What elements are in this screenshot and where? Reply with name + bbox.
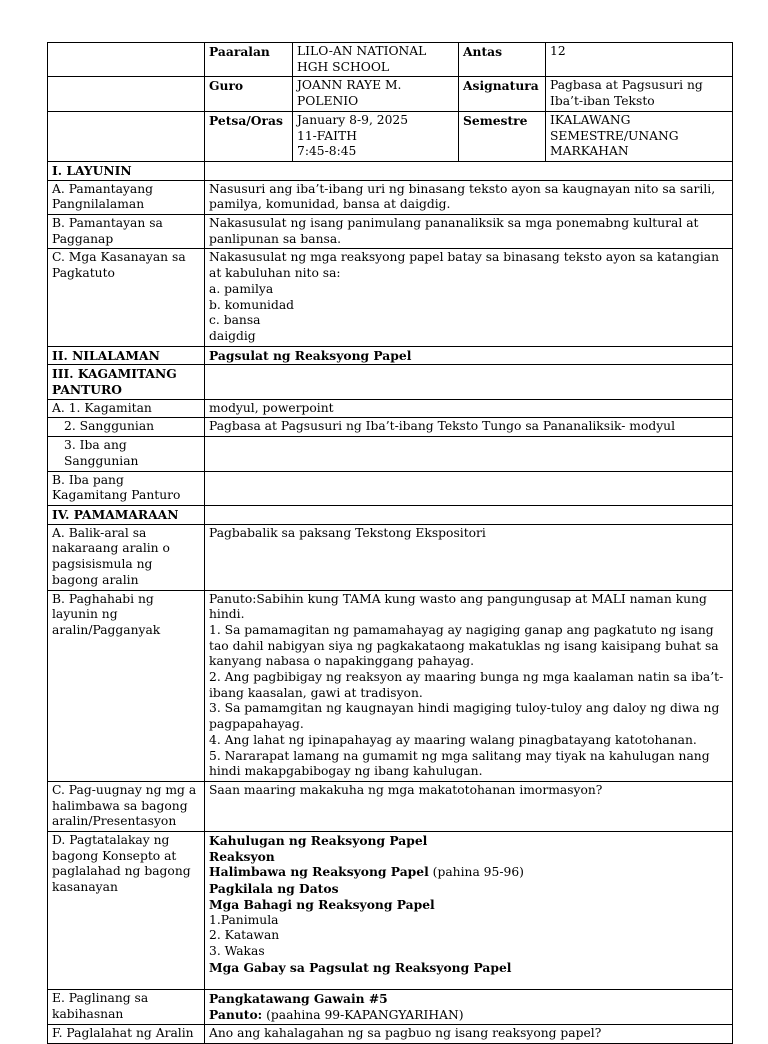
time-line: 7:45-8:45: [297, 144, 357, 159]
topic-line: Pagkilala ng Datos: [209, 881, 339, 897]
row-content: [205, 437, 733, 471]
section-nilalaman: [48, 346, 733, 365]
section-heading: II. NILALAMAN: [48, 346, 205, 365]
row-kagamitan: [48, 399, 733, 418]
row-label: E. Paglinang sa kabihasnan: [48, 990, 205, 1025]
row-label: B. Iba pang Kagamitang Panturo: [48, 471, 205, 505]
text-line: c. bansa: [209, 313, 261, 328]
school-value: LILO-AN NATIONAL HGH SCHOOL: [293, 43, 459, 77]
topic-line: [209, 864, 729, 881]
statement-item: 3. Sa pamamgitan ng kaugnayan hindi magiging tuloy-tuloy ang daloy ng diwa ng pagpapahayag.: [209, 701, 720, 732]
row-label: A. Pamantayang Pangnilalaman: [48, 180, 205, 214]
row-label: D. Pagtatalakay ng bagong Konsepto at paglalahad ng bagong kasanayan: [48, 832, 205, 990]
blank-cell: [205, 505, 733, 524]
teacher-label: Guro: [205, 77, 293, 111]
date-label: Petsa/Oras: [205, 111, 293, 161]
text-line: a. pamilya: [209, 281, 274, 296]
statement-item: 1. Sa pamamagitan ng pamamahayag ay nagiging ganap ang pagkatuto ng isang tao dahil nabigyan siya ng pagkakataong makatuklas ng isang kaisipang buhat sa kanyang nabasa o napakinggang pahayag.: [209, 622, 719, 669]
row-paglalahat: [48, 1025, 733, 1044]
header-row-date: [48, 111, 733, 161]
row-mga-kasanayan: [48, 249, 733, 346]
topic-line: Kahulugan ng Reaksyong Papel: [209, 833, 428, 849]
row-label: 2. Sanggunian: [48, 418, 205, 437]
date-line: January 8-9, 2025: [297, 112, 409, 127]
panuto-label: Panuto:: [209, 1006, 263, 1022]
school-label: Paaralan: [205, 43, 293, 77]
row-content: [205, 990, 733, 1025]
instruction-line: Panuto:Sabihin kung TAMA kung wasto ang pangungusap at MALI naman kung hindi.: [209, 591, 707, 622]
grade-value: 12: [546, 43, 733, 77]
lesson-plan-table: [47, 42, 733, 1044]
activity-title: Pangkatawang Gawain #5: [209, 991, 388, 1007]
section-heading: I. LAYUNIN: [48, 161, 205, 180]
blank-cell: [48, 43, 205, 77]
blank-cell: [205, 161, 733, 180]
header-row-school: [48, 43, 733, 77]
topic-line: 3. Wakas: [209, 943, 265, 958]
row-pamantayan-sa-pagganap: [48, 215, 733, 249]
section-line: 11-FAITH: [297, 128, 357, 143]
blank-cell: [205, 365, 733, 399]
section-kagamitan: [48, 365, 733, 399]
section-heading: IV. PAMAMARAAN: [48, 505, 205, 524]
row-pagtatalakay: [48, 832, 733, 990]
row-sanggunian: [48, 418, 733, 437]
text-line: b. komunidad: [209, 297, 295, 312]
row-content: [205, 832, 733, 990]
topic-line: 1.Panimula: [209, 912, 279, 927]
row-label: F. Paglalahat ng Aralin: [48, 1025, 205, 1044]
row-content: Nakasusulat ng isang panimulang pananaliksik sa mga ponemabng kultural at panlipunan sa bansa.: [205, 215, 733, 249]
row-pag-uugnay: [48, 781, 733, 831]
panuto-text: (paahina 99-KAPANGYARIHAN): [262, 1007, 464, 1022]
text-line: Nakasusulat ng mga reaksyong papel batay sa binasang teksto ayon sa katangian at kabuluhan nito sa:: [209, 250, 720, 281]
row-content: Pagbabalik sa paksang Tekstong Ekspositori: [205, 524, 733, 590]
semester-label: Semestre: [459, 111, 546, 161]
text-line: daigdig: [209, 328, 256, 343]
blank-cell: [48, 111, 205, 161]
row-label: C. Pag-uugnay ng mg a halimbawa sa bagong aralin/Presentasyon: [48, 781, 205, 831]
row-label: A. 1. Kagamitan: [48, 399, 205, 418]
activity-instruction: [209, 1007, 729, 1024]
blank-cell: [48, 77, 205, 111]
row-content: Nasusuri ang iba’t-ibang uri ng binasang teksto ayon sa kaugnayan nito sa sarili, pamilya, komunidad, bansa at daigdig.: [205, 180, 733, 214]
header-row-teacher: [48, 77, 733, 111]
date-value: [293, 111, 459, 161]
row-content: [205, 590, 733, 781]
teacher-value: JOANN RAYE M. POLENIO: [293, 77, 459, 111]
row-content: Ano ang kahalagahan ng sa pagbuo ng isang reaksyong papel?: [205, 1025, 733, 1044]
page-ref: (pahina 95-96): [428, 865, 524, 880]
grade-label: Antas: [459, 43, 546, 77]
row-pamantayang-pangnilalaman: [48, 180, 733, 214]
topic-line: Mga Bahagi ng Reaksyong Papel: [209, 896, 435, 912]
row-iba-pang-kagamitan: [48, 471, 733, 505]
row-label: B. Pamantayan sa Pagganap: [48, 215, 205, 249]
topic-bold: Halimbawa ng Reaksyong Papel: [209, 864, 429, 880]
row-content: Saan maaring makakuha ng mga makatotohanan imormasyon?: [205, 781, 733, 831]
section-layunin: [48, 161, 733, 180]
row-content: [205, 471, 733, 505]
topic-line: Reaksyon: [209, 848, 275, 864]
topic-line: 2. Katawan: [209, 928, 280, 943]
section-pamamaraan: [48, 505, 733, 524]
subject-value: Pagbasa at Pagsusuri ng Iba’t-iban Teksto: [546, 77, 733, 111]
row-label: A. Balik-aral sa nakaraang aralin o pagsisismula ng bagong aralin: [48, 524, 205, 590]
row-balik-aral: [48, 524, 733, 590]
semester-value: IKALAWANG SEMESTRE/UNANG MARKAHAN: [546, 111, 733, 161]
statement-item: 5. Nararapat lamang na gumamit ng mga salitang may tiyak na kahulugan nang hindi makapgabibogay ng ibang kahulugan.: [209, 748, 710, 779]
row-paghahabi: [48, 590, 733, 781]
topic-line: Mga Gabay sa Pagsulat ng Reaksyong Papel: [209, 959, 512, 975]
statement-item: 2. Ang pagbibigay ng reaksyon ay maaring bunga ng mga kaalaman natin sa iba’t-ibang kaasalan, gawi at tradisyon.: [209, 670, 724, 700]
row-paglinang: [48, 990, 733, 1025]
row-iba-ang-sanggunian: [48, 437, 733, 471]
section-heading: III. KAGAMITANG PANTURO: [48, 365, 205, 399]
row-label: C. Mga Kasanayan sa Pagkatuto: [48, 249, 205, 346]
row-content: Pagbasa at Pagsusuri ng Iba’t-ibang Teksto Tungo sa Pananaliksik- modyul: [205, 418, 733, 437]
row-label: 3. Iba ang Sanggunian: [48, 437, 205, 471]
subject-label: Asignatura: [459, 77, 546, 111]
row-content: [205, 249, 733, 346]
row-content: Pagsulat ng Reaksyong Papel: [205, 346, 733, 365]
row-label: B. Paghahabi ng layunin ng aralin/Pagganyak: [48, 590, 205, 781]
statement-item: 4. Ang lahat ng ipinapahayag ay maaring walang pinagbatayang katotohanan.: [209, 732, 697, 747]
row-content: modyul, powerpoint: [205, 399, 733, 418]
